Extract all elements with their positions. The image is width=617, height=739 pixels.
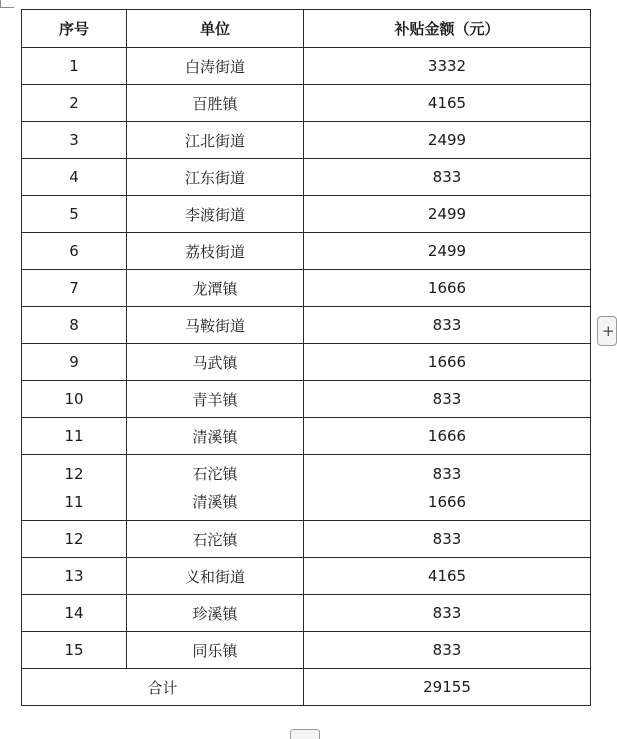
cell-unit[interactable]: 清溪镇 (127, 418, 304, 455)
header-subsidy-amount: 补贴金额（元） (304, 10, 591, 48)
cell-unit[interactable]: 珍溪镇 (127, 595, 304, 632)
total-amount[interactable]: 29155 (304, 669, 591, 706)
cell-amount[interactable]: 833 (304, 521, 591, 558)
cell-unit[interactable]: 石沱镇 (127, 521, 304, 558)
cell-serial-number[interactable]: 11 (22, 418, 127, 455)
table-row (22, 196, 591, 233)
cell-amount[interactable]: 2499 (304, 196, 591, 233)
table-row (22, 85, 591, 122)
cell-unit[interactable]: 青羊镇 (127, 381, 304, 418)
cell-unit[interactable]: 同乐镇 (127, 632, 304, 669)
cell-serial-number[interactable]: 8 (22, 307, 127, 344)
header-unit: 单位 (127, 10, 304, 48)
table-row (22, 381, 591, 418)
cell-serial-number[interactable]: 12 (22, 521, 127, 558)
table-row (22, 270, 591, 307)
cell-amount[interactable]: 1666 (304, 270, 591, 307)
cell-amount[interactable]: 3332 (304, 48, 591, 85)
cell-line: 1666 (427, 492, 467, 511)
cell-serial-number[interactable]: 3 (22, 122, 127, 159)
table-row (22, 307, 591, 344)
header-serial-number: 序号 (22, 10, 127, 48)
subsidy-table (21, 9, 591, 706)
table-row (22, 122, 591, 159)
table-row (22, 632, 591, 669)
cell-amount[interactable] (304, 455, 591, 521)
cell-serial-number[interactable]: 15 (22, 632, 127, 669)
cell-unit[interactable]: 马武镇 (127, 344, 304, 381)
total-row (22, 669, 591, 706)
cell-amount[interactable]: 4165 (304, 558, 591, 595)
cell-line: 石沱镇 (192, 464, 238, 483)
cell-line: 11 (64, 492, 84, 511)
table-row (22, 521, 591, 558)
add-row-icon[interactable]: + (597, 316, 617, 346)
cell-amount[interactable]: 833 (304, 632, 591, 669)
cell-serial-number[interactable]: 1 (22, 48, 127, 85)
cell-unit[interactable]: 马鞍街道 (127, 307, 304, 344)
cell-unit[interactable]: 江东街道 (127, 159, 304, 196)
table-row (22, 233, 591, 270)
cell-line: 清溪镇 (192, 492, 238, 511)
table-row (22, 159, 591, 196)
table-resize-handle[interactable] (290, 729, 320, 739)
total-label[interactable]: 合计 (22, 669, 304, 706)
cell-unit[interactable]: 义和街道 (127, 558, 304, 595)
cell-amount[interactable]: 1666 (304, 418, 591, 455)
cell-serial-number[interactable]: 5 (22, 196, 127, 233)
cell-amount[interactable]: 833 (304, 595, 591, 632)
table-row (22, 344, 591, 381)
cell-unit[interactable]: 百胜镇 (127, 85, 304, 122)
table-row (22, 418, 591, 455)
cell-amount[interactable]: 1666 (304, 344, 591, 381)
cell-serial-number[interactable]: 2 (22, 85, 127, 122)
cell-serial-number[interactable]: 10 (22, 381, 127, 418)
table-row (22, 558, 591, 595)
cell-amount[interactable]: 833 (304, 307, 591, 344)
cell-amount[interactable]: 833 (304, 381, 591, 418)
cell-line: 833 (432, 464, 462, 483)
table-row-merged (22, 455, 591, 521)
cell-serial-number[interactable]: 14 (22, 595, 127, 632)
table-row (22, 48, 591, 85)
cell-unit[interactable]: 江北街道 (127, 122, 304, 159)
cell-serial-number[interactable]: 9 (22, 344, 127, 381)
cell-unit[interactable]: 荔枝街道 (127, 233, 304, 270)
cell-serial-number[interactable]: 4 (22, 159, 127, 196)
cell-unit[interactable]: 龙潭镇 (127, 270, 304, 307)
cell-unit[interactable] (127, 455, 304, 521)
table-row (22, 595, 591, 632)
cell-line: 12 (64, 464, 84, 483)
cell-amount[interactable]: 2499 (304, 233, 591, 270)
cell-unit[interactable]: 白涛街道 (127, 48, 304, 85)
cell-amount[interactable]: 4165 (304, 85, 591, 122)
cell-serial-number[interactable]: 7 (22, 270, 127, 307)
cell-serial-number[interactable]: 6 (22, 233, 127, 270)
header-row (22, 10, 591, 48)
corner-mark (0, 0, 14, 8)
cell-unit[interactable]: 李渡街道 (127, 196, 304, 233)
cell-amount[interactable]: 833 (304, 159, 591, 196)
cell-amount[interactable]: 2499 (304, 122, 591, 159)
cell-serial-number[interactable]: 13 (22, 558, 127, 595)
cell-serial-number[interactable] (22, 455, 127, 521)
